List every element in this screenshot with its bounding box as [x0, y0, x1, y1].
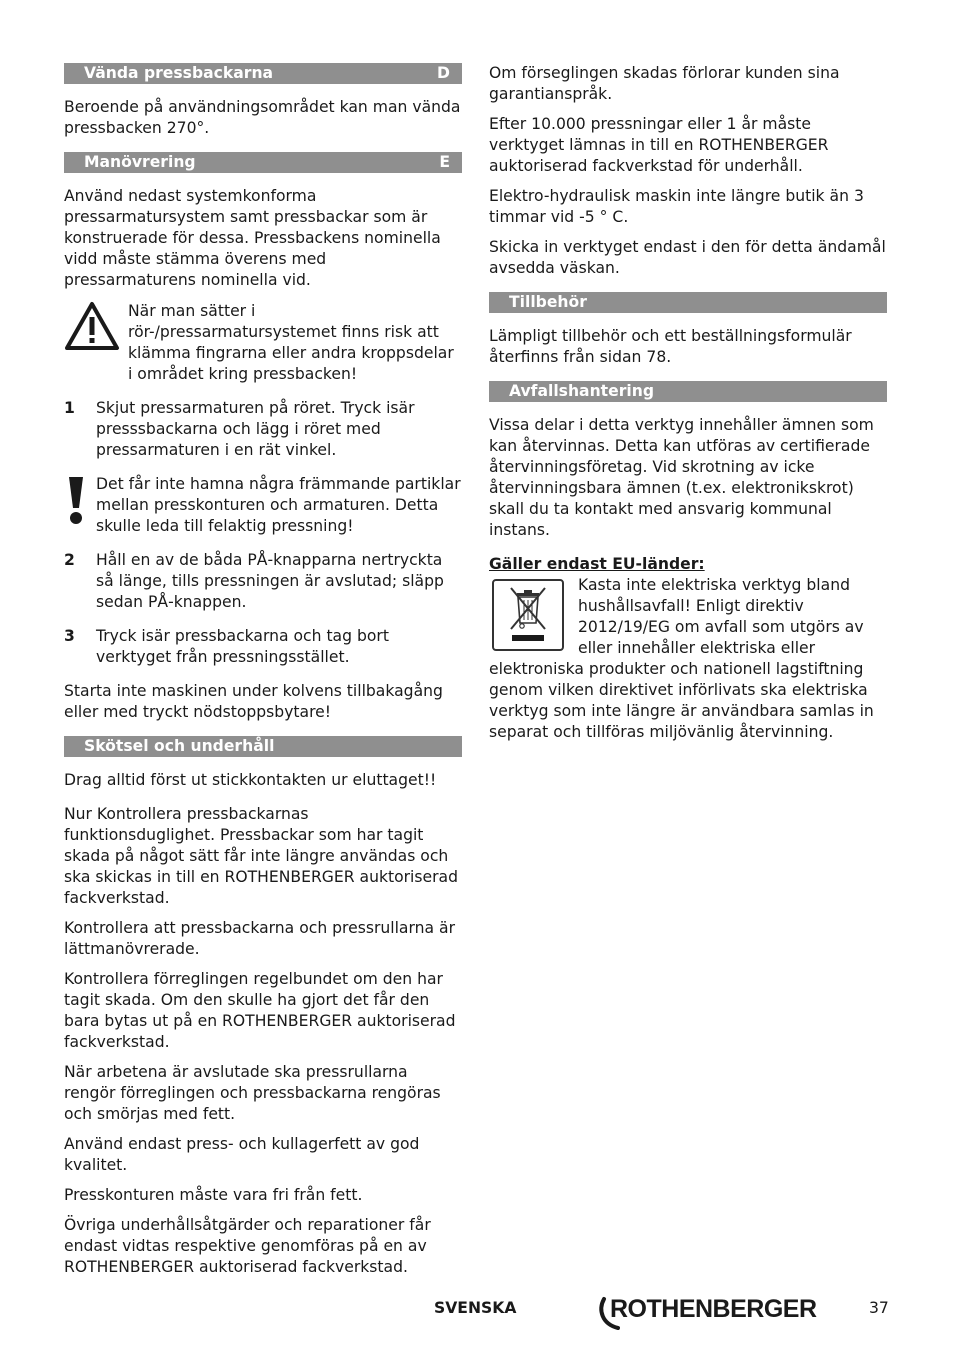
- warning-note: [64, 301, 462, 385]
- paragraph: Drag alltid först ut stickkontakten ur eluttaget!!: [64, 771, 437, 789]
- paragraph: Lämpligt tillbehör och ett beställningsformulär återfinns från sidan 78.: [489, 327, 852, 366]
- section-title: Skötsel och underhåll: [84, 737, 275, 755]
- section-bar-manovrering: [64, 152, 462, 173]
- eu-heading: Gäller endast EU-länder:: [489, 555, 705, 573]
- section-title: Manövrering: [84, 153, 196, 171]
- section-bar-avfall: [489, 381, 887, 402]
- attention-note: [64, 474, 462, 537]
- step-number: 3: [64, 627, 75, 645]
- step-2: [64, 550, 462, 613]
- paragraph: Kontrollera förreglingen regelbundet om den har tagit skada. Om den skulle ha gjort det får den bara bytas ut på en ROTHENBERGER auktoriserad fackverkstad.: [64, 970, 456, 1051]
- attention-text: Det får inte hamna några främmande partiklar mellan presskonturen och armaturen. Detta skulle leda till felaktig pressning!: [96, 475, 461, 535]
- step-number: 2: [64, 551, 75, 569]
- step-text: Håll en av de båda PÅ-knapparna nertryckta så länge, tills pressningen är avslutad; släpp sedan PÅ-knappen.: [96, 551, 444, 611]
- paragraph: Efter 10.000 pressningar eller 1 år måste verktyget lämnas in till en ROTHENBERGER auktoriserad fackverkstad för underhåll.: [489, 115, 829, 175]
- section-bar-vanda: [64, 63, 462, 84]
- step-3: [64, 626, 462, 668]
- paragraph: Beroende på användningsområdet kan man vända pressbacken 270°.: [64, 98, 461, 137]
- paragraph: Nur Kontrollera pressbackarnas funktionsduglighet. Pressbackar som har tagit skada på något sätt får inte längre användas och ska skickas in till en ROTHENBERGER auktoriserad fackverkstad.: [64, 805, 458, 907]
- warning-triangle-icon: [64, 301, 128, 385]
- paragraph: Om förseglingen skadas förlorar kunden sina garantianspråk.: [489, 64, 840, 103]
- paragraph: Skicka in verktyget endast i den för detta ändamål avsedda väskan.: [489, 238, 886, 277]
- left-column: [64, 63, 462, 1278]
- paragraph: Använd nedast systemkonforma pressarmatursystem samt pressbackar som är konstruerade för dessa. Pressbackens nominella vidd måste stämma överens med pressarmaturens nominella vid.: [64, 187, 441, 289]
- section-title: Avfallshantering: [509, 382, 655, 400]
- paragraph: Elektro-hydraulisk maskin inte längre butik än 3 timmar vid -5 ° C.: [489, 187, 864, 226]
- brand-wordmark: ROTHENBERGER: [610, 1295, 817, 1323]
- step-text: Tryck isär pressbackarna och tag bort verktyget från pressningsstället.: [96, 627, 389, 666]
- crossed-bin-icon: [492, 579, 564, 651]
- page-number: 37: [869, 1299, 889, 1317]
- eu-notice: [489, 575, 887, 743]
- exclamation-icon: [64, 474, 96, 537]
- section-letter: E: [439, 153, 450, 171]
- warning-text: När man sätter i rör-/pressarmatursystemet finns risk att klämma fingrarna eller andra kroppsdelar i området kring pressbacken!: [128, 302, 454, 383]
- eu-text: Kasta inte elektriska verktyg bland hushållsavfall! Enligt direktiv 2012/19/EG om avfall som utgörs av eller innehåller elektriska eller elektroniska produkter och nationell lagstiftning genom vilken direktivet införlivats ska elektriska verktyg som inte längre är användbara samlas in separat och tillföras miljövänlig återvinning.: [489, 576, 874, 741]
- step-number: 1: [64, 399, 75, 417]
- paragraph: Presskonturen måste vara fri från fett.: [64, 1186, 363, 1204]
- step-text: Skjut pressarmaturen på röret. Tryck isär presssbackarna och lägg i röret med pressarmaturen i en rät vinkel.: [96, 399, 415, 459]
- footer-language: SVENSKA: [434, 1299, 517, 1317]
- section-bar-tillbehor: [489, 292, 887, 313]
- section-title: Vända pressbackarna: [84, 64, 274, 82]
- paragraph: Vissa delar i detta verktyg innehåller ämnen som kan återvinnas. Detta kan utföras av certifierade återvinningsföretag. Vid skrotning av icke återvinningsbara ämnen (t.ex. elektronikskrot) skall du ta kontakt med ansvarig kommunal instans.: [489, 416, 874, 539]
- rothenberger-logo: [596, 1290, 836, 1338]
- paragraph: Använd endast press- och kullagerfett av god kvalitet.: [64, 1135, 420, 1174]
- right-column: [489, 63, 887, 743]
- paragraph: När arbetena är avslutade ska pressrullarna rengör förreglingen och pressbackarna rengöras och smörjas med fett.: [64, 1063, 441, 1123]
- paragraph: Starta inte maskinen under kolvens tillbakagång eller med tryckt nödstoppsbytare!: [64, 682, 443, 721]
- paragraph: Övriga underhållsåtgärder och reparationer får endast vidtas respektive genomföras på en av ROTHENBERGER auktoriserad fackverkstad.: [64, 1216, 431, 1276]
- paragraph: Kontrollera att pressbackarna och pressrullarna är lättmanövrerade.: [64, 919, 455, 958]
- section-title: Tillbehör: [509, 293, 587, 311]
- step-1: [64, 398, 462, 461]
- section-letter: D: [437, 64, 450, 82]
- section-bar-skotsel: [64, 736, 462, 757]
